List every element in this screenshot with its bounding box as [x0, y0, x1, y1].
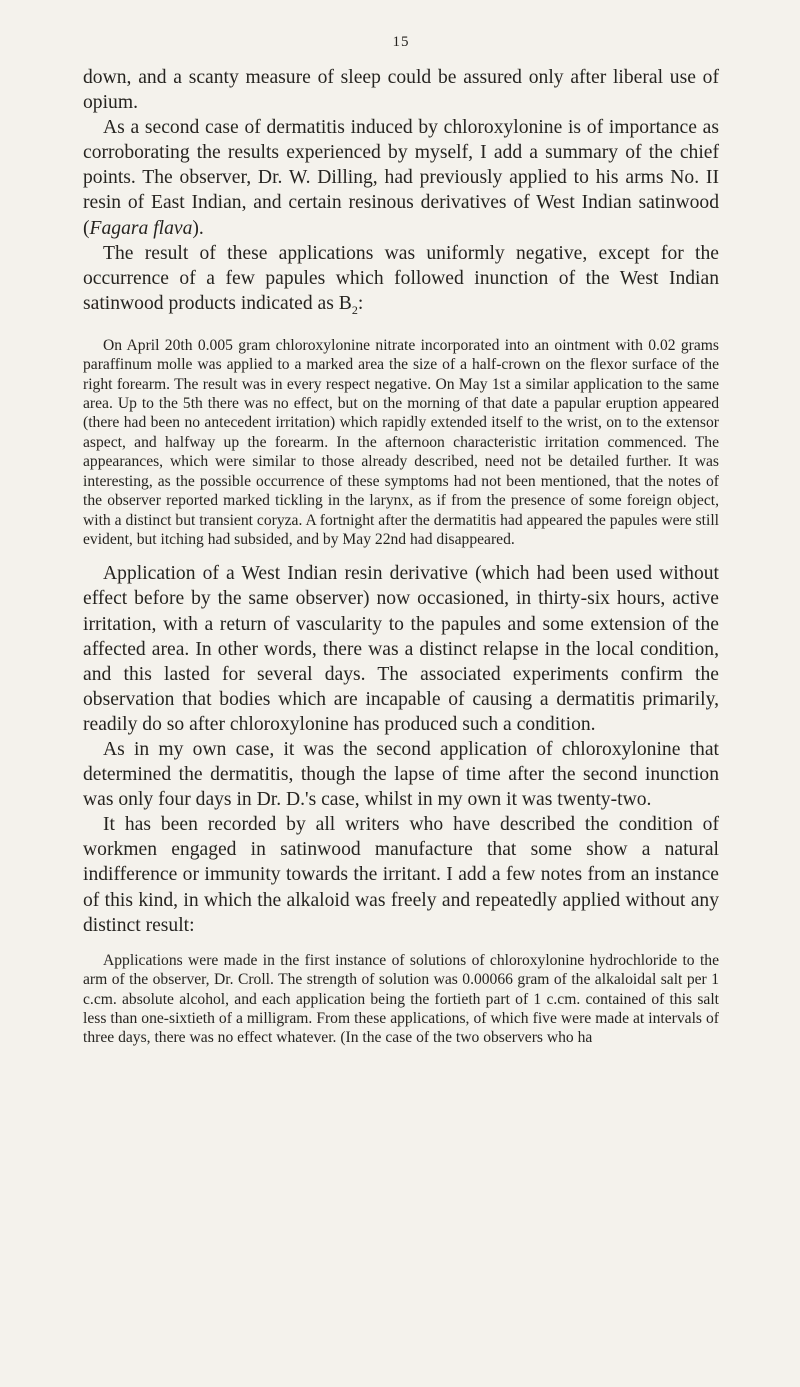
spacer — [83, 549, 719, 561]
paragraph-immunity: It has been recorded by all writers who have described the condition of workmen engaged in satinwood manufacture that some show a natural indifference or immunity towards the irritant. I add a few notes from an instance of this kind, in which the alkaloid was freely and repeatedly applied without any distinct result: — [83, 814, 719, 936]
document-page — [83, 34, 719, 1048]
paragraph-result-text: The result of these applications was uniformly negative, except for the occurrence of a few papules which followed inunction of the West Indian satinwood products indicated as B — [83, 242, 719, 314]
paragraph-result-end: : — [357, 292, 364, 314]
paragraph-second-case — [83, 115, 719, 240]
paragraph-second-case-end: ). — [192, 217, 204, 239]
case-notes-dilling: On April 20th 0.005 gram chloroxylonine nitrate incorporated into an ointment with 0.02 grams paraffinum molle was applied to a marked area the size of a half-crown on the flexor surface of the right forearm. The result was in every respect negative. On May 1st a similar application to the same area. Up to the 5th there was no effect, but on the morning of that date a papular eruption appeared (there had been no antecedent irritation) which rapidly extended itself to the wrist, on to the extensor aspect, and halfway up the forearm. In the afternoon characteristic irritation commenced. The appearances, which were similar to those already described, need not be detailed further. It was interesting, as the possible occurrence of these symptoms had not been mentioned, that the notes of the observer reported marked tickling in the larynx, as if from the presence of some foreign object, with a distinct but transient coryza. A fortnight after the dermatitis had appeared the papules were still evident, but itching had subsided, and by May 22nd had disappeared. — [83, 336, 719, 548]
subscript-2: 2 — [351, 302, 358, 317]
case-notes-croll: Applications were made in the first instance of solutions of chloroxylonine hydrochloride to the arm of the observer, Dr. Croll. The strength of solution was 0.00066 gram of the alkaloidal salt per 1 c.cm. absolute alcohol, and each application being the fortieth part of 1 c.cm. contained of this salt less than one-sixtieth of a milligram. From these applications, of which five were made at intervals of three days, there was no effect whatever. (In the case of the two observers who ha — [83, 951, 719, 1047]
spacer — [83, 938, 719, 951]
paragraph-result — [83, 241, 719, 323]
paragraph-second-case-text: As a second case of dermatitis induced by chloroxylonine is of importance as corroborating the results experienced by myself, I add a summary of the chief points. The observer, Dr. W. Dilling, had previously applied to his arms No. II resin of East Indian, and certain resinous derivatives of West Indian satinwood ( — [83, 117, 719, 239]
page-number: 15 — [392, 34, 410, 50]
paragraph-comparison: As in my own case, it was the second application of chloroxylonine that determined the dermatitis, though the lapse of time after the second inunction was only four days in Dr. D.'s case, whilst in my own it was twenty-two. — [83, 738, 719, 811]
species-name: Fagara flava — [89, 217, 193, 239]
spacer — [83, 323, 719, 336]
paragraph-relapse: Application of a West Indian resin derivative (which had been used without effect before by the same observer) now occasioned, in thirty-six hours, active irritation, with a return of vascularity to the papules and some extension of the affected area. In other words, there was a distinct relapse in the local condition, and this lasted for several days. The associated experiments confirm the observation that bodies which are incapable of causing a dermatitis primarily, readily do so after chloroxylonine has produced such a condition. — [83, 563, 719, 735]
paragraph-continuation: down, and a scanty measure of sleep could be assured only after liberal use of opium. — [83, 67, 719, 114]
